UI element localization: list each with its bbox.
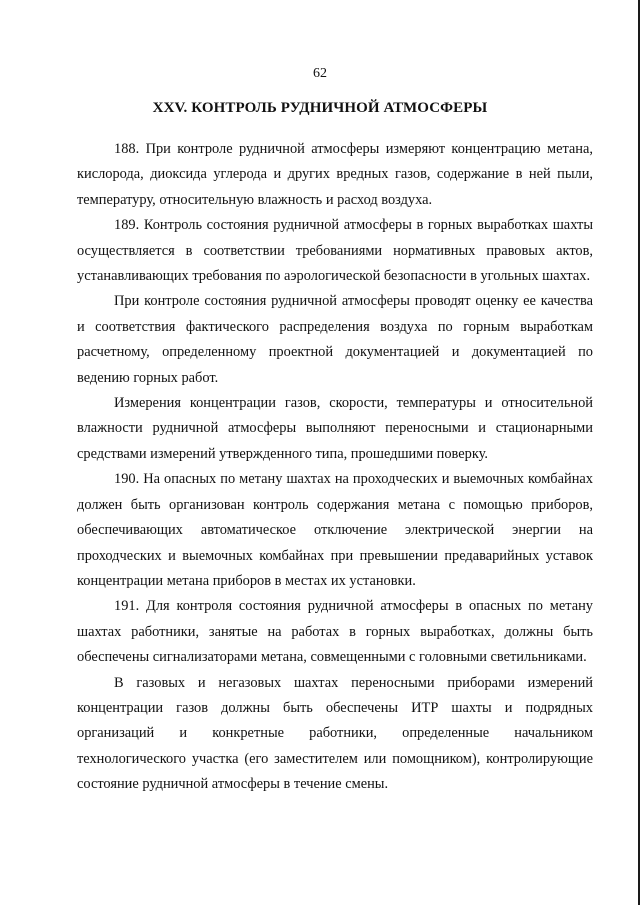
page-number: 62 <box>313 66 327 81</box>
paragraph-189-assessment: При контроле состояния рудничной атмосферы проводят оценку ее качества и соответствия фактического распределения воздуха по горным выработкам расчетному, определенному проектной документацией и документацией по ведению горных работ. <box>77 293 593 386</box>
paragraph-191-gas-mines: В газовых и негазовых шахтах переносными приборами измерений концентрации газов должны быть обеспечены ИТР шахты и подрядных организаций и конкретные работники, определенные начальником технологического участка (его заместителем или помощником), контролирующие состояние рудничной атмосферы в течение смены. <box>77 674 593 793</box>
paragraph-189: 189. Контроль состояния рудничной атмосферы в горных выработках шахты осуществляется в соответствии требованиями нормативных правовых актов, устанавливающих требования по аэрологической безопасности в угольных шахтах. <box>77 217 593 285</box>
paragraph-190: 190. На опасных по метану шахтах на проходческих и выемочных комбайнах должен быть организован контроль содержания метана с помощью приборов, обеспечивающих автоматическое отключение электрической энергии на проходческих и выемочных комбайнах при превышении предаварийных уставок концентрации метана приборов в местах их установки. <box>77 471 593 589</box>
section-title: XXV. КОНТРОЛЬ РУДНИЧНОЙ АТМОСФЕРЫ <box>152 100 488 116</box>
paragraph-191: 191. Для контроля состояния рудничной атмосферы в опасных по метану шахтах работники, занятые на работах в горных выработках, должны быть обеспечены сигнализаторами метана, совмещенными с головными светильниками. <box>77 598 593 666</box>
body-text <box>77 137 593 798</box>
paragraph-188: 188. При контроле рудничной атмосферы измеряют концентрацию метана, кислорода, диоксида углерода и других вредных газов, содержание в ней пыли, температуру, относительную влажность и расход воздуха. <box>77 141 593 208</box>
paragraph-189-measurements: Измерения концентрации газов, скорости, температуры и относительной влажности рудничной атмосферы выполняют переносными и стационарными средствами измерений утвержденного типа, прошедшими поверку. <box>77 395 593 462</box>
